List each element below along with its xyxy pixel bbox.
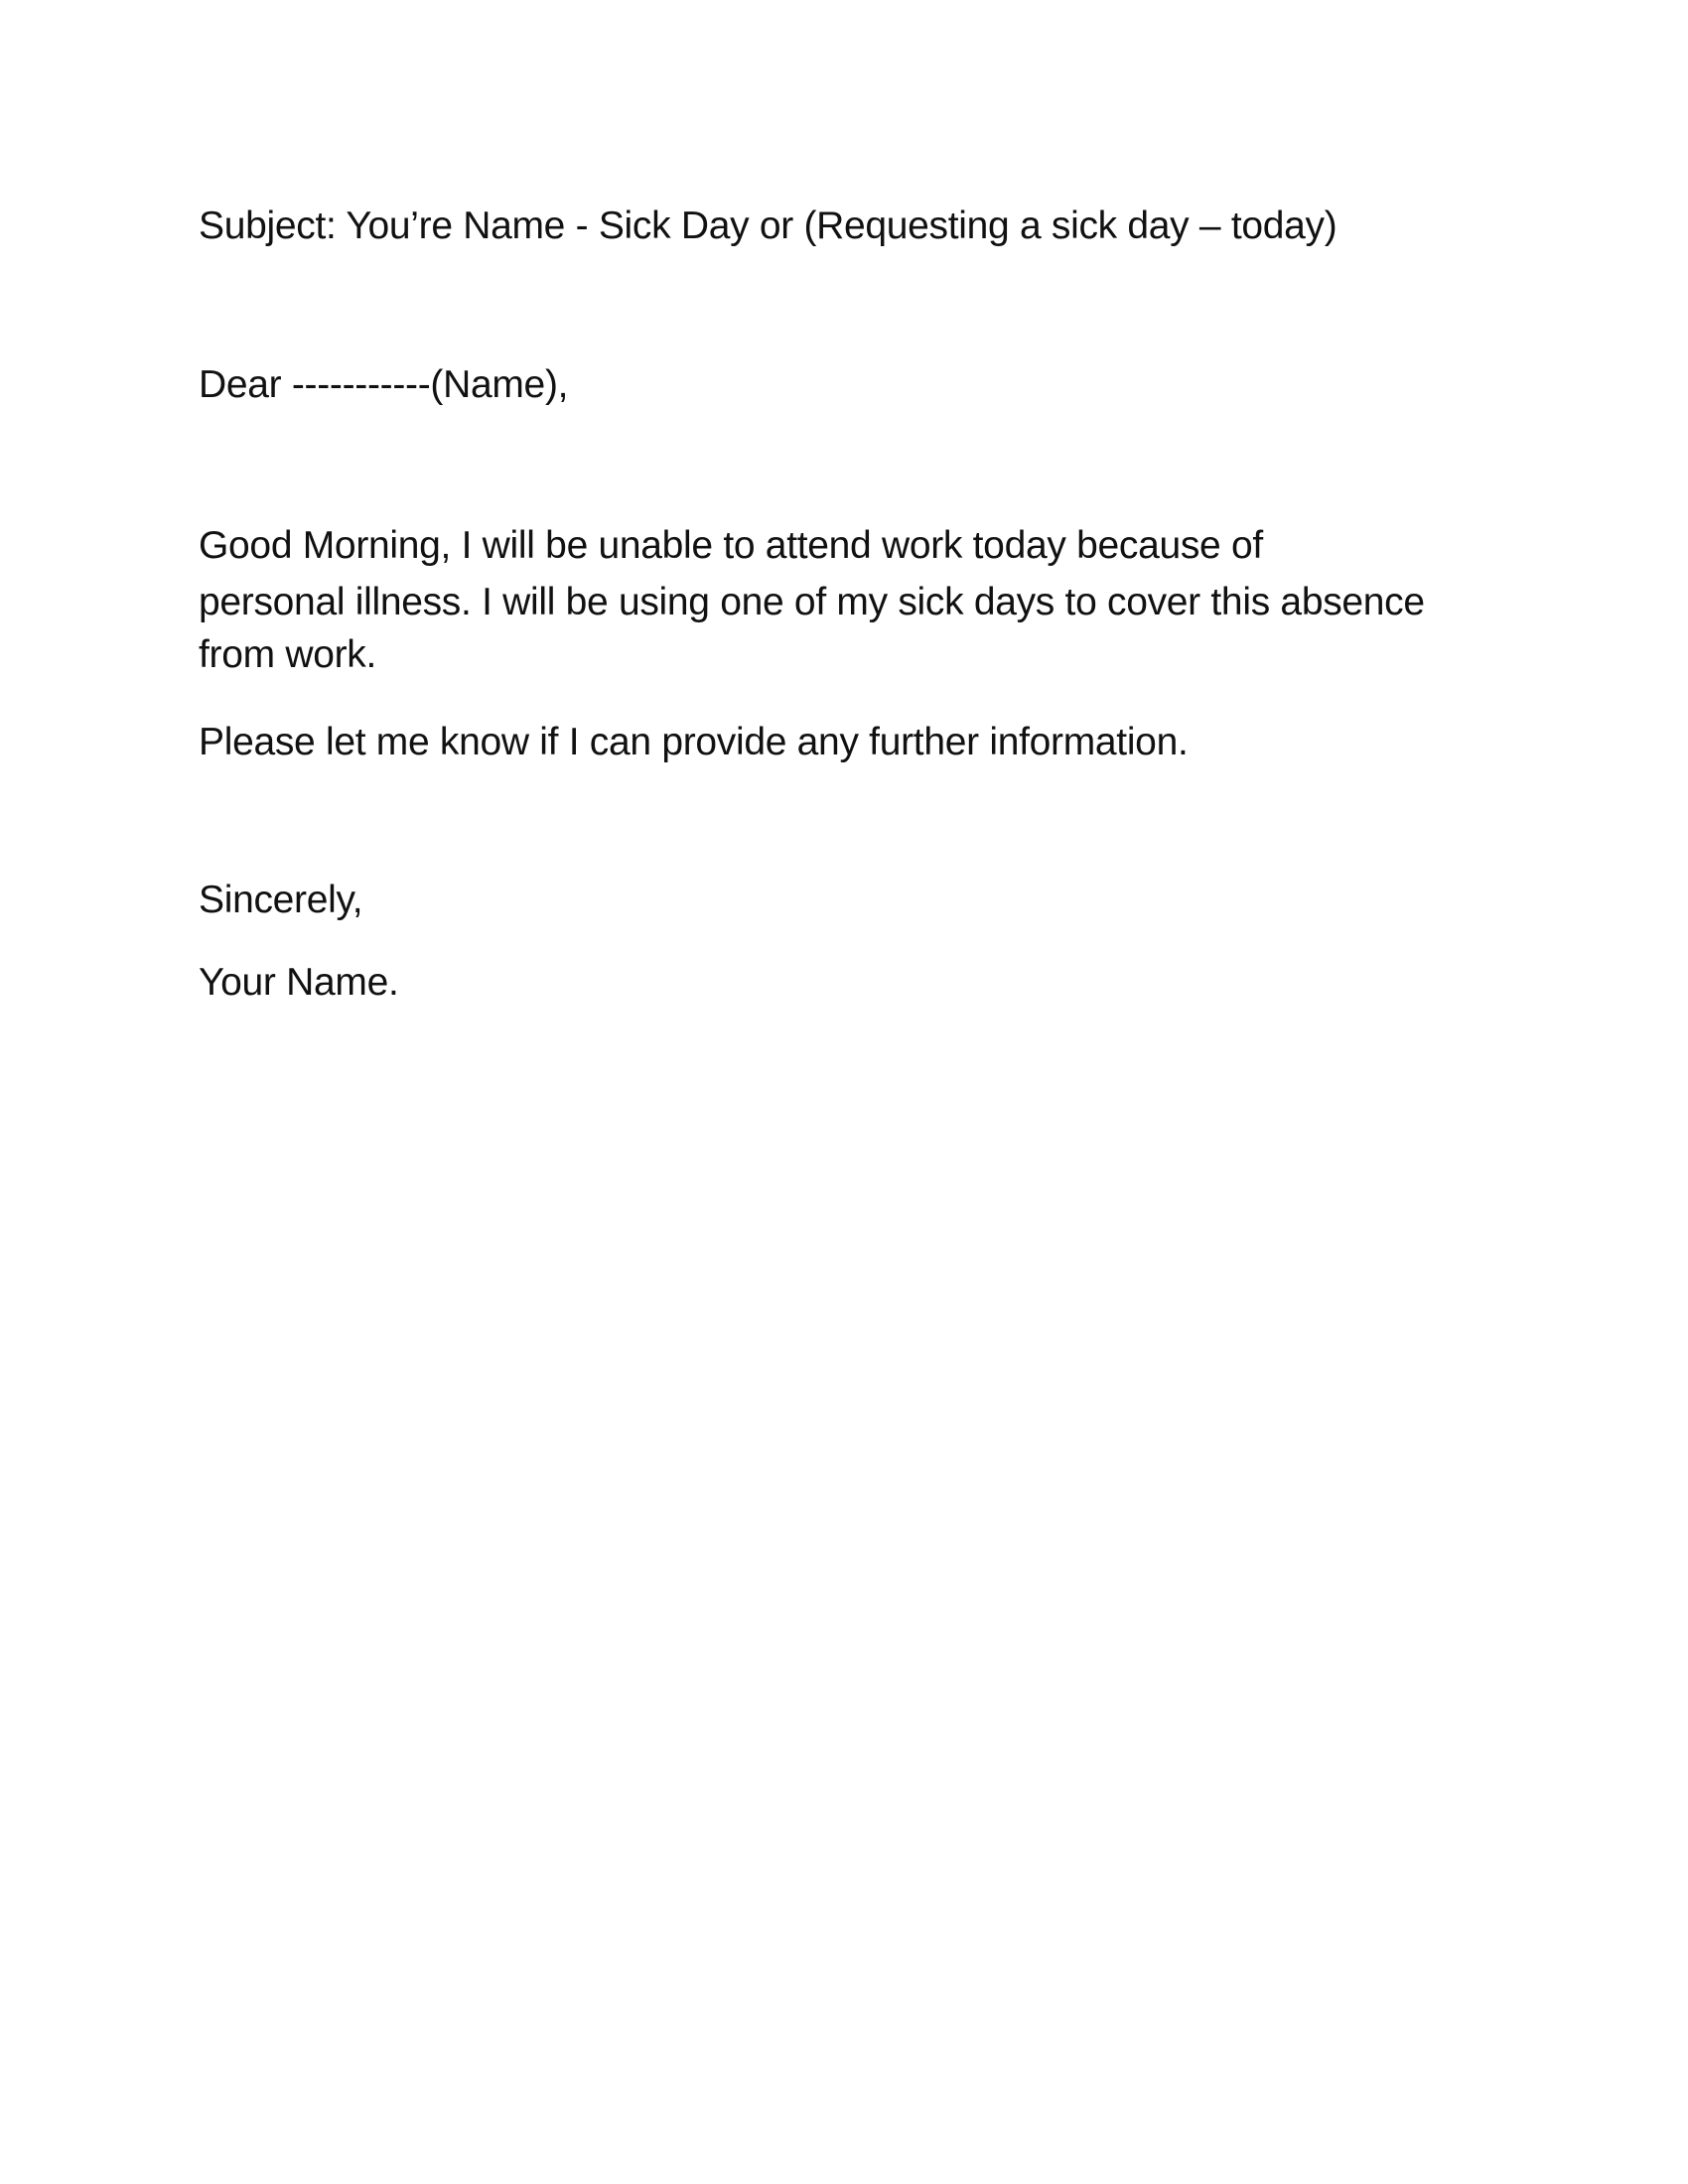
body-line: Good Morning, I will be unable to attend work today because of — [199, 524, 1263, 567]
subject-line: Subject: You’re Name - Sick Day or (Requesting a sick day – today) — [199, 205, 1337, 247]
greeting: Dear -----------(Name), — [199, 363, 569, 406]
followup-paragraph: Please let me know if I can provide any further information. — [199, 721, 1189, 763]
closing: Sincerely, — [199, 879, 363, 921]
body-line: from work. — [199, 633, 377, 676]
body-line: personal illness. I will be using one of my sick days to cover this absence — [199, 581, 1425, 623]
signature: Your Name. — [199, 961, 399, 1004]
